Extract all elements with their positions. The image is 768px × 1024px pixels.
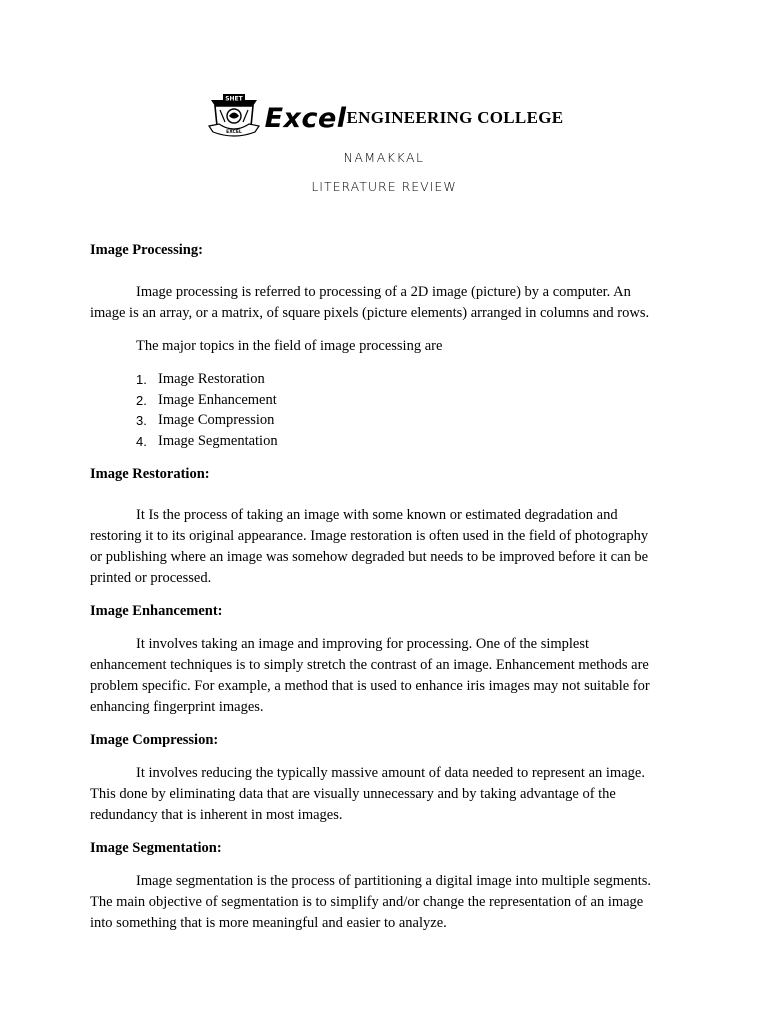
- topics-list: [90, 369, 690, 452]
- document-body: [90, 240, 690, 934]
- segmentation-line-2: The main objective of segmentation is to simplify and/or change the representation of an image: [90, 893, 644, 910]
- compression-line-2: This done by eliminating data that are visually unnecessary and by taking advantage of the: [90, 785, 616, 802]
- list-item-label: Image Enhancement: [158, 391, 277, 408]
- enhancement-line-3: problem specific. For example, a method that is used to enhance iris images may not suitable for: [90, 677, 650, 694]
- logo-bottom-text: EXCEL: [225, 130, 242, 135]
- enhancement-line-2: enhancement techniques is to simply stretch the contrast of an image. Enhancement methods are: [90, 656, 649, 673]
- brand-name: Excel: [264, 103, 347, 134]
- list-item: [90, 410, 690, 431]
- enhancement-line-4: enhancing fingerprint images.: [90, 698, 264, 715]
- compression-line-1: It involves reducing the typically massive amount of data needed to represent an image.: [136, 764, 645, 781]
- enhancement-line-1: It involves taking an image and improving for processing. One of the simplest: [136, 635, 590, 652]
- restoration-line-2: restoring it to its original appearance. Image restoration is often used in the field of photography: [90, 527, 649, 544]
- logo-top-text: SHET: [224, 95, 243, 103]
- document-title: LITERATURE REVIEW: [311, 179, 457, 194]
- list-item-label: Image Restoration: [158, 371, 265, 387]
- list-item: [90, 369, 690, 390]
- list-item-number: 2.: [136, 392, 147, 408]
- heading-image-segmentation: Image Segmentation:: [90, 839, 222, 856]
- processing-para-2: The major topics in the field of image processing are: [136, 338, 443, 354]
- list-item: [90, 431, 690, 452]
- list-item-number: 1.: [136, 372, 147, 387]
- heading-image-compression: Image Compression:: [90, 731, 219, 748]
- segmentation-line-1: Image segmentation is the process of partitioning a digital image into multiple segments.: [136, 872, 652, 889]
- heading-image-processing: Image Processing:: [90, 242, 203, 258]
- list-item-label: Image Segmentation: [158, 433, 278, 450]
- list-item-number: 3.: [136, 413, 147, 429]
- college-logo-icon: [205, 92, 263, 138]
- document-header: [0, 92, 768, 194]
- city-name: NAMAKKAL: [343, 150, 425, 165]
- list-item-number: 4.: [136, 434, 147, 450]
- restoration-line-4: printed or processed.: [90, 569, 212, 586]
- list-item: [90, 390, 690, 411]
- list-item-label: Image Compression: [158, 412, 275, 429]
- compression-line-3: redundancy that is inherent in most images.: [90, 806, 343, 823]
- title-row: [0, 92, 768, 138]
- processing-para-line-2: image is an array, or a matrix, of square pixels (picture elements) arranged in columns and rows.: [90, 305, 650, 321]
- college-name: ENGINEERING COLLEGE: [346, 108, 564, 127]
- restoration-line-1: It Is the process of taking an image with some known or estimated degradation and: [136, 506, 618, 523]
- heading-image-enhancement: Image Enhancement:: [90, 602, 223, 619]
- restoration-line-3: or publishing where an image was somehow degraded but needs to be improved before it can be: [90, 548, 649, 565]
- heading-image-restoration: Image Restoration:: [90, 465, 210, 482]
- processing-para-line-1: Image processing is referred to processing of a 2D image (picture) by a computer. An: [136, 284, 631, 300]
- segmentation-line-3: into something that is more meaningful and easier to analyze.: [90, 914, 447, 931]
